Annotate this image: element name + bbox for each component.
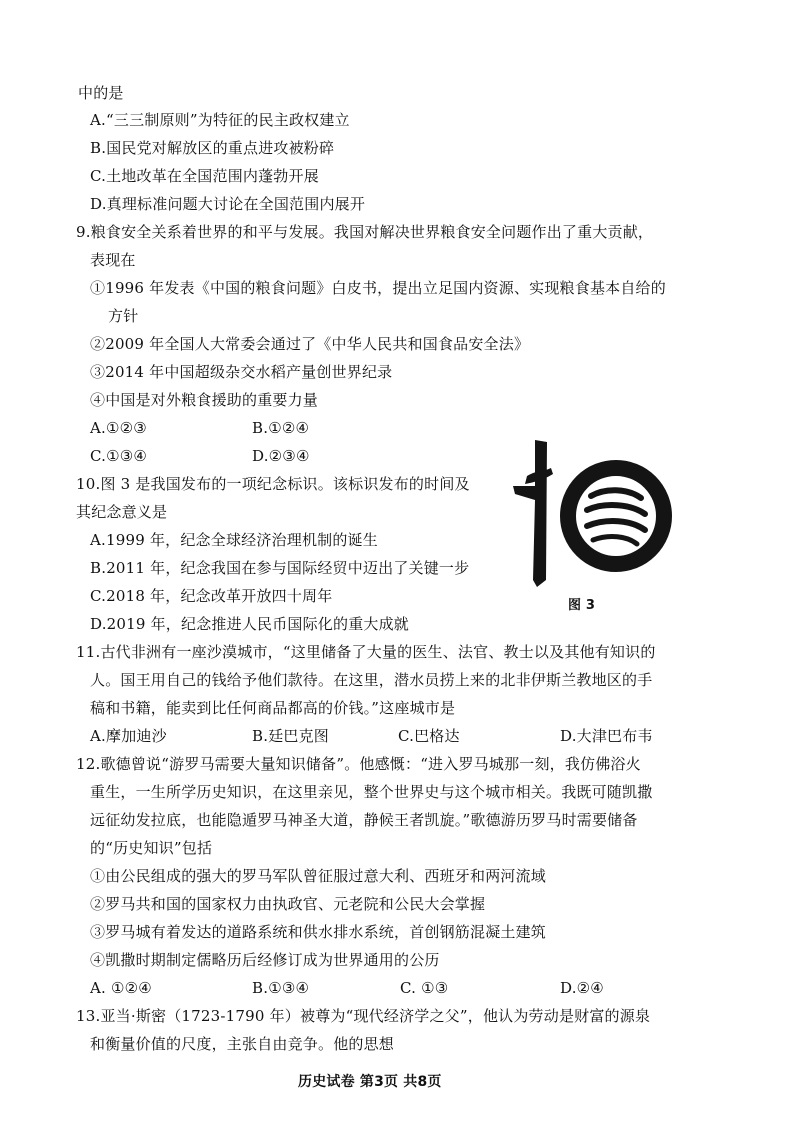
q9-option-b: B.①②④ — [252, 419, 310, 437]
figure-3-emblem-image — [513, 440, 673, 588]
q8-stem-end: 中的是 — [78, 84, 124, 102]
q10-stem-line-1: 10.图 3 是我国发布的一项纪念标识。该标识发布的时间及 — [76, 475, 470, 493]
q11-option-c: C.巴格达 — [398, 727, 460, 745]
q9-item-1: ①1996 年发表《中国的粮食问题》白皮书，提出立足国内资源、实现粮食基本自给的 — [90, 279, 666, 297]
q10-stem-line-2: 其纪念意义是 — [76, 503, 168, 521]
q10-option-a: A.1999 年，纪念全球经济治理机制的诞生 — [90, 531, 378, 549]
q12-stem-line-3: 远征幼发拉底，也能隐遁罗马神圣大道，静候王者凯旋。”歌德游历罗马时需要储备 — [90, 811, 638, 829]
q12-item-2: ②罗马共和国的国家权力由执政官、元老院和公民大会掌握 — [90, 895, 486, 913]
q9-option-a: A.①②③ — [90, 419, 147, 437]
q10-option-b: B.2011 年，纪念我国在参与国际经贸中迈出了关键一步 — [90, 559, 470, 577]
q8-option-a: A.“三三制原则”为特征的民主政权建立 — [90, 111, 350, 129]
page-footer: 历史试卷 第3页 共8页 — [298, 1074, 442, 1090]
q12-stem-line-1: 12.歌德曾说“游罗马需要大量知识储备”。他感慨：“进入罗马城那一刻，我仿佛浴火 — [76, 755, 641, 773]
q11-stem-line-3: 稿和书籍，能卖到比任何商品都高的价钱。”这座城市是 — [90, 699, 456, 717]
q8-option-c: C.土地改革在全国范围内蓬勃开展 — [90, 167, 319, 185]
q12-item-4: ④凯撒时期制定儒略历后经修订成为世界通用的公历 — [90, 951, 440, 969]
q9-item-3: ③2014 年中国超级杂交水稻产量创世界纪录 — [90, 363, 393, 381]
q11-option-b: B.廷巴克图 — [252, 727, 329, 745]
q12-stem-line-2: 重生，一生所学历史知识，在这里亲见，整个世界史与这个城市相关。我既可随凯撒 — [90, 783, 653, 801]
q9-item-2: ②2009 年全国人大常委会通过了《中华人民共和国食品安全法》 — [90, 335, 530, 353]
q12-stem-line-4: 的“历史知识”包括 — [90, 839, 213, 857]
q12-item-1: ①由公民组成的强大的罗马军队曾征服过意大利、西班牙和两河流域 — [90, 867, 547, 885]
q12-item-3: ③罗马城有着发达的道路系统和供水排水系统，首创钢筋混凝土建筑 — [90, 923, 547, 941]
q13-stem-line-2: 和衡量价值的尺度，主张自由竞争。他的思想 — [90, 1035, 395, 1053]
q9-option-c: C.①③④ — [90, 447, 148, 465]
q10-option-c: C.2018 年，纪念改革开放四十周年 — [90, 587, 333, 605]
q12-option-b: B.①③④ — [252, 979, 310, 997]
q11-option-a: A.摩加迪沙 — [90, 727, 167, 745]
q8-option-d: D.真理标准问题大讨论在全国范围内展开 — [90, 195, 366, 213]
q9-option-d: D.②③④ — [252, 447, 310, 465]
q11-option-d: D.大津巴布韦 — [560, 727, 653, 745]
q12-option-c: C. ①③ — [400, 979, 449, 997]
q9-stem-line-1: 9.粮食安全关系着世界的和平与发展。我国对解决世界粮食安全问题作出了重大贡献， — [76, 223, 654, 241]
q9-stem-line-2: 表现在 — [90, 251, 136, 269]
figure-3-caption: 图 3 — [568, 598, 596, 613]
q11-stem-line-1: 11.古代非洲有一座沙漠城市，“这里储备了大量的医生、法官、教士以及其他有知识的 — [76, 643, 656, 661]
q11-stem-line-2: 人。国王用自己的钱给予他们款待。在这里，潜水员捞上来的北非伊斯兰教地区的手 — [90, 671, 653, 689]
q12-option-d: D.②④ — [560, 979, 604, 997]
q10-option-d: D.2019 年，纪念推进人民币国际化的重大成就 — [90, 615, 410, 633]
q12-option-a: A. ①②④ — [90, 979, 152, 997]
q8-option-b: B.国民党对解放区的重点进攻被粉碎 — [90, 139, 335, 157]
q13-stem-line-1: 13.亚当·斯密（1723-1790 年）被尊为“现代经济学之父”，他认为劳动是财富的源泉 — [76, 1007, 651, 1025]
q9-item-1-cont: 方针 — [108, 307, 139, 325]
q9-item-4: ④中国是对外粮食援助的重要力量 — [90, 391, 319, 409]
